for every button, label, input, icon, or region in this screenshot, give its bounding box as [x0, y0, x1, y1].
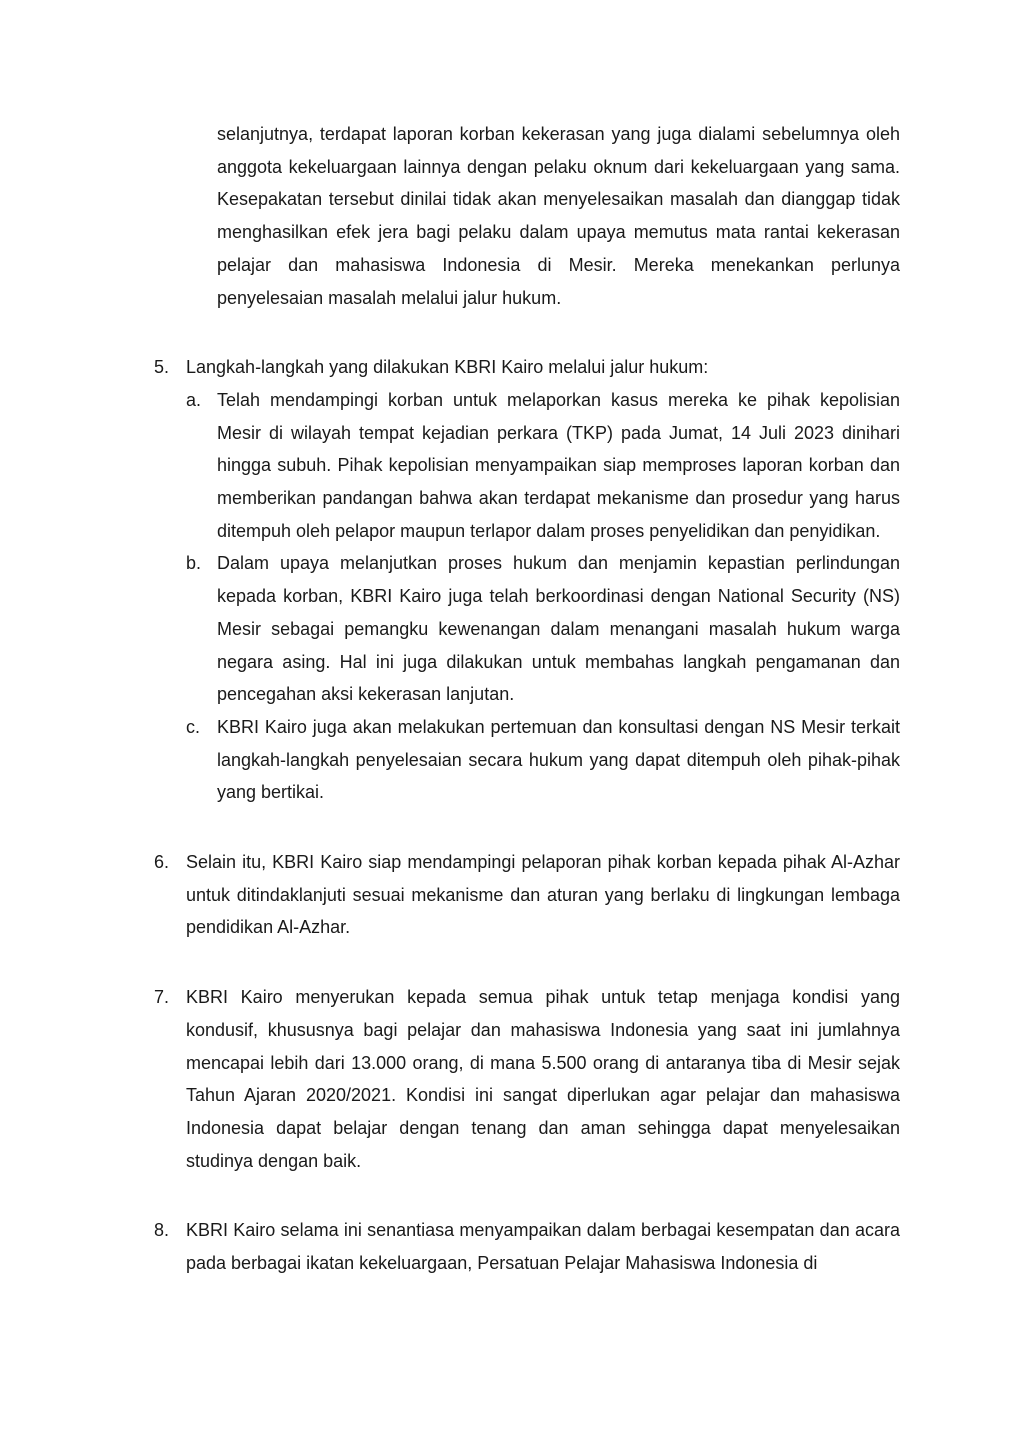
list-item-text: Selain itu, KBRI Kairo siap mendampingi pelaporan pihak korban kepada pihak Al-Azhar untuk ditindaklanjuti sesuai mekanisme dan aturan yang berlaku di lingkungan lembaga pendidikan Al-Azhar.	[186, 852, 900, 938]
sub-item-letter: b.	[186, 553, 202, 574]
sub-item-text: Telah mendampingi korban untuk melaporkan kasus mereka ke pihak kepolisian Mesir di wilayah tempat kejadian perkara (TKP) pada Jumat, 14 Juli 2023 dinihari hingga subuh. Pihak kepolisian menyampaikan siap memproses laporan korban dan memberikan pandangan bahwa akan terdapat mekanisme dan prosedur yang harus ditempuh oleh pelapor maupun terlapor dalam proses penyelidikan dan penyidikan.	[217, 389, 900, 541]
sub-item-c	[186, 711, 900, 809]
list-item-6	[154, 846, 900, 944]
list-item-number: 5.	[154, 357, 170, 378]
list-item-5	[154, 351, 900, 384]
list-item-number: 8.	[154, 1220, 170, 1241]
list-item-number: 6.	[154, 852, 170, 873]
list-item-7	[154, 981, 900, 1177]
continuation-paragraph: selanjutnya, terdapat laporan korban kekerasan yang juga dialami sebelumnya oleh anggota kekeluargaan lainnya dengan pelaku oknum dari kekeluargaan yang sama. Kesepakatan tersebut dinilai tidak akan menyelesaikan masalah dan dianggap tidak menghasilkan efek jera bagi pelaku dalam upaya memutus mata rantai kekerasan pelajar dan mahasiswa Indonesia di Mesir. Mereka menekankan perlunya penyelesaian masalah melalui jalur hukum.	[217, 124, 900, 308]
sub-item-text: KBRI Kairo juga akan melakukan pertemuan dan konsultasi dengan NS Mesir terkait langkah-langkah penyelesaian secara hukum yang dapat ditempuh oleh pihak-pihak yang bertikai.	[217, 716, 900, 803]
list-item-8	[154, 1214, 900, 1279]
list-item-number: 7.	[154, 987, 170, 1008]
list-item-text: KBRI Kairo menyerukan kepada semua pihak untuk tetap menjaga kondisi yang kondusif, khususnya bagi pelajar dan mahasiswa Indonesia yang saat ini jumlahnya mencapai lebih dari 13.000 orang, di mana 5.500 orang di antaranya tiba di Mesir sejak Tahun Ajaran 2020/2021. Kondisi ini sangat diperlukan agar pelajar dan mahasiswa Indonesia dapat belajar dengan tenang dan aman sehingga dapat menyelesaikan studinya dengan baik.	[186, 987, 900, 1171]
sub-item-a	[186, 384, 900, 548]
sub-item-letter: a.	[186, 389, 202, 410]
document-body	[0, 118, 1024, 1280]
sub-item-letter: c.	[186, 716, 201, 737]
sub-item-text: Dalam upaya melanjutkan proses hukum dan menjamin kepastian perlindungan kepada korban, KBRI Kairo juga telah berkoordinasi dengan National Security (NS) Mesir sebagai pemangku kewenangan dalam menangani masalah hukum warga negara asing. Hal ini juga dilakukan untuk membahas langkah pengamanan dan pencegahan aksi kekerasan lanjutan.	[217, 553, 900, 705]
list-item-text: KBRI Kairo selama ini senantiasa menyampaikan dalam berbagai kesempatan dan acara pada berbagai ikatan kekeluargaan, Persatuan Pelajar Mahasiswa Indonesia di	[186, 1220, 900, 1274]
sub-item-b	[186, 547, 900, 711]
list-item-text: Langkah-langkah yang dilakukan KBRI Kairo melalui jalur hukum:	[186, 357, 709, 378]
